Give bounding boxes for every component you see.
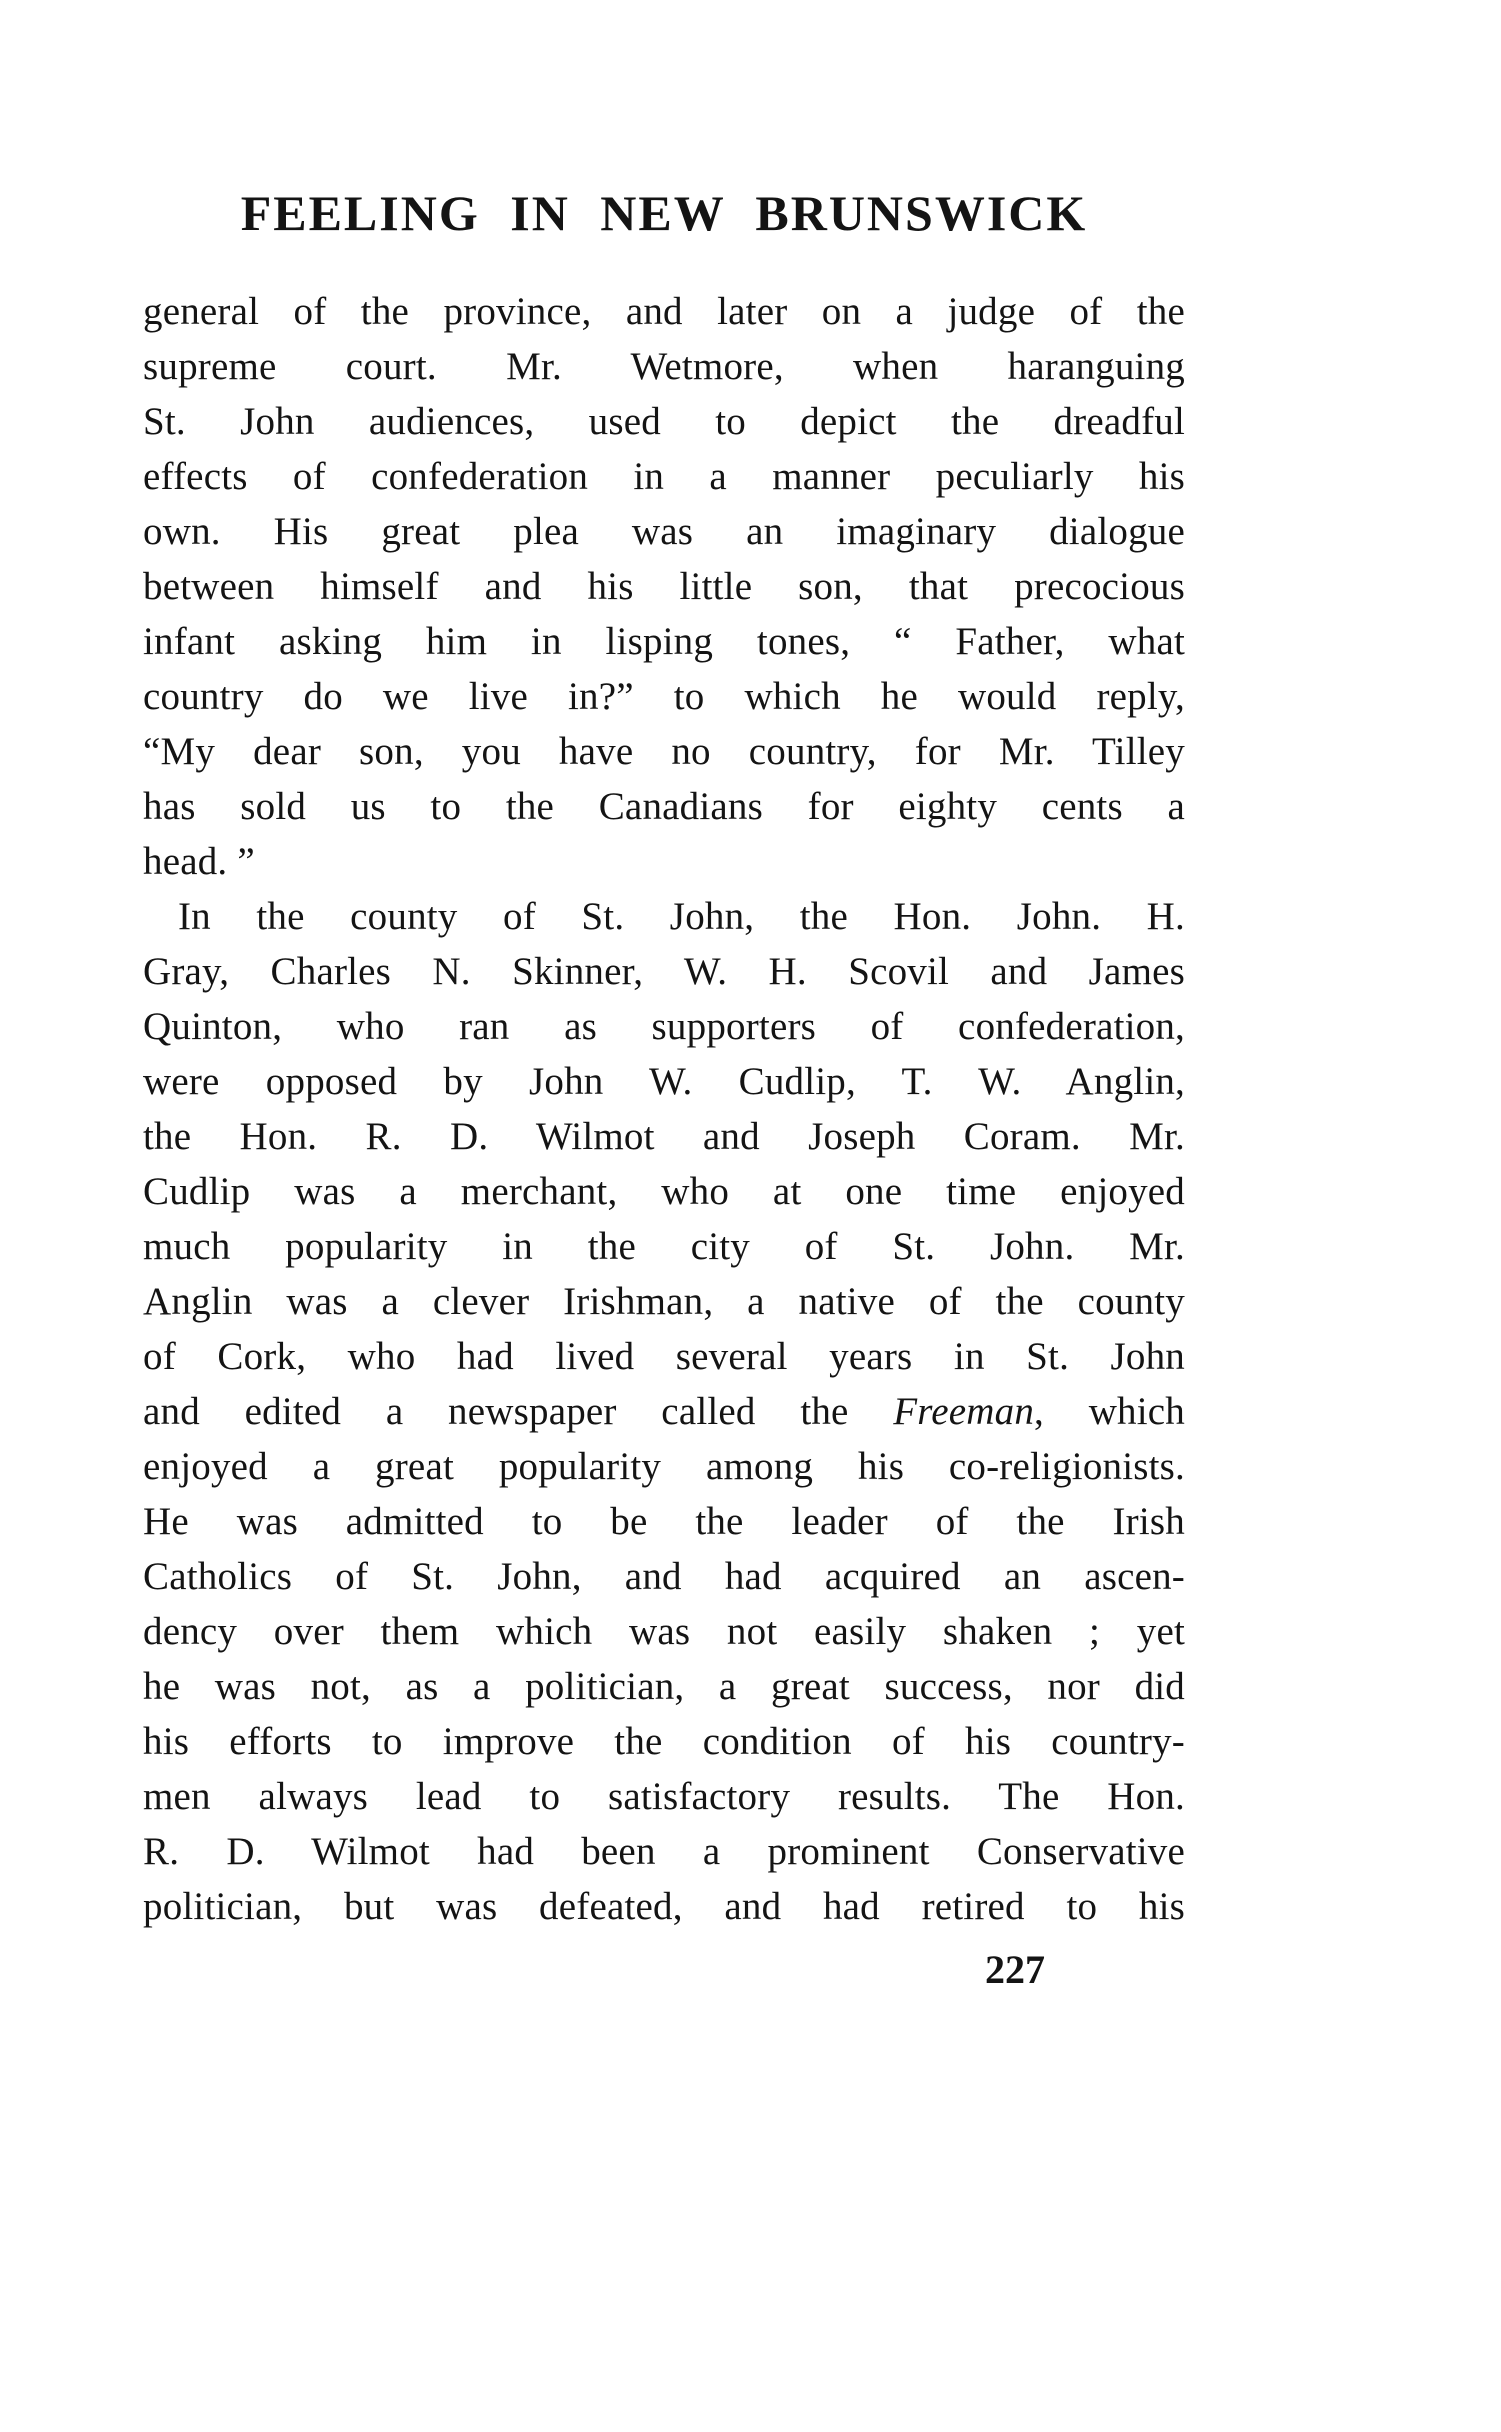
text-line: Quinton, who ran as supporters of confederation,	[143, 1005, 1185, 1048]
text-line: men always lead to satisfactory results. The Hon.	[143, 1775, 1185, 1818]
text-line: Anglin was a clever Irishman, a native of the county	[143, 1280, 1185, 1323]
text-line: and edited a newspaper called the Freeman, which	[143, 1390, 1186, 1433]
text-line: were opposed by John W. Cudlip, T. W. Anglin,	[143, 1060, 1185, 1103]
running-head: FEELING IN NEW BRUNSWICK	[240, 185, 1088, 241]
text-line: own. His great plea was an imaginary dialogue	[143, 510, 1185, 553]
page-number: 227	[985, 1947, 1045, 1992]
text-line: politician, but was defeated, and had retired to his	[143, 1885, 1185, 1928]
text-line: enjoyed a great popularity among his co-religionists.	[143, 1445, 1185, 1488]
text-line: In the county of St. John, the Hon. John. H.	[178, 895, 1185, 938]
paragraph	[143, 284, 1185, 889]
text-line: general of the province, and later on a judge of the	[143, 290, 1185, 333]
text-line: He was admitted to be the leader of the Irish	[143, 1500, 1185, 1543]
text-line: much popularity in the city of St. John. Mr.	[143, 1225, 1185, 1268]
paragraph	[143, 889, 1185, 1934]
text-line: country do we live in?” to which he would reply,	[143, 675, 1185, 718]
text-line: Cudlip was a merchant, who at one time enjoyed	[143, 1170, 1185, 1213]
text-line: between himself and his little son, that precocious	[143, 565, 1185, 608]
text-line: effects of confederation in a manner peculiarly his	[143, 455, 1185, 498]
text-block	[143, 284, 1185, 1934]
text-line: he was not, as a politician, a great success, nor did	[143, 1665, 1185, 1708]
text-line: his efforts to improve the condition of his country-	[143, 1720, 1185, 1763]
text-line: “My dear son, you have no country, for Mr. Tilley	[143, 730, 1185, 773]
text-line: the Hon. R. D. Wilmot and Joseph Coram. Mr.	[143, 1115, 1185, 1158]
text-line: head. ”	[143, 840, 255, 883]
text-line: Catholics of St. John, and had acquired an ascen-	[143, 1555, 1185, 1598]
text-line: dency over them which was not easily shaken ; yet	[143, 1610, 1185, 1653]
text-line: of Cork, who had lived several years in St. John	[143, 1335, 1185, 1378]
italic-text: Freeman	[893, 1390, 1035, 1433]
text-line: Gray, Charles N. Skinner, W. H. Scovil and James	[143, 950, 1185, 993]
text-line: St. John audiences, used to depict the dreadful	[143, 400, 1185, 443]
text-line: has sold us to the Canadians for eighty cents a	[143, 785, 1185, 828]
text-line: supreme court. Mr. Wetmore, when haranguing	[143, 345, 1185, 388]
text-line: infant asking him in lisping tones, “ Father, what	[143, 620, 1185, 663]
text-line: R. D. Wilmot had been a prominent Conservative	[143, 1830, 1185, 1873]
